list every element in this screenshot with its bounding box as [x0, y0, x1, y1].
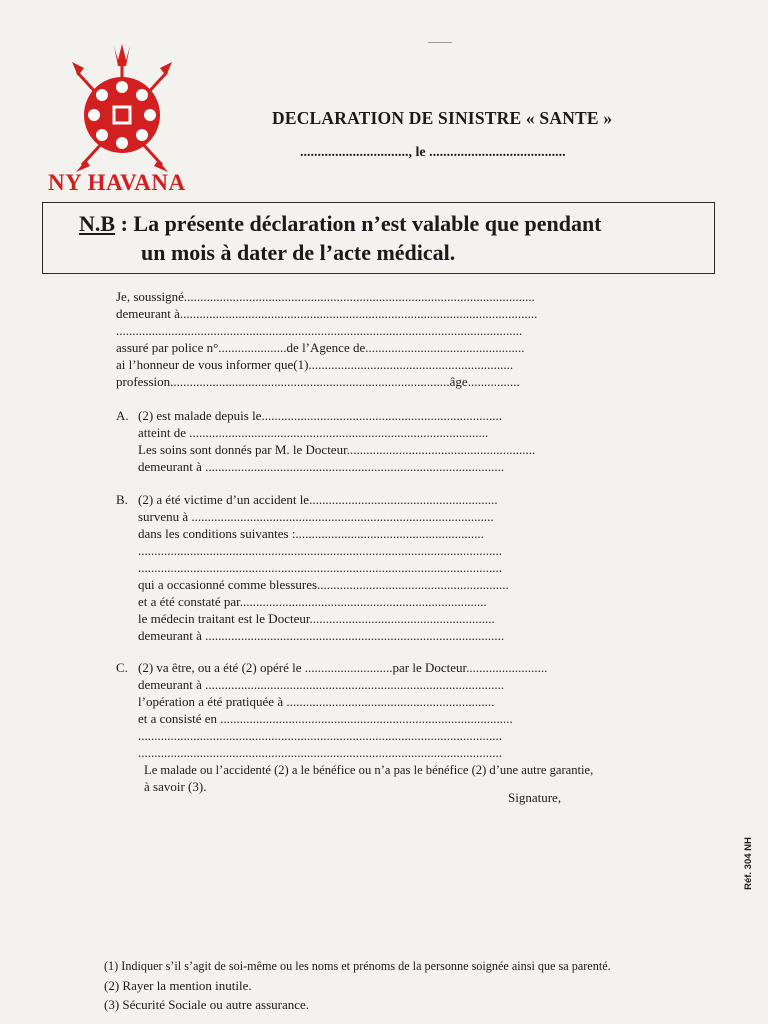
field-b-accident[interactable]: (2) a été victime d’un accident le.......................................................... — [138, 492, 498, 507]
field-profession-age[interactable]: profession......................................................................................âge................ — [116, 374, 520, 389]
field-address-continued[interactable]: ............................................................................................................................. — [116, 323, 523, 338]
field-c-consiste-2[interactable]: ................................................................................................................ — [138, 728, 502, 743]
footnote-1: (1) Indiquer s’il s’agit de soi-même ou les noms et prénoms de la personne soignée ainsi que sa parenté. — [104, 959, 611, 973]
field-b-medecin[interactable]: le médecin traitant est le Docteur......................................................... — [138, 611, 495, 626]
section-b-letter: B. — [116, 492, 128, 507]
place-date-line: ..............................., le ....................................... — [300, 145, 566, 160]
field-a-demeurant[interactable]: demeurant à ............................................................................................ — [138, 459, 505, 474]
field-soussigne[interactable]: Je, soussigné............................................................................................................ — [116, 289, 535, 304]
shield-spears-logo — [62, 40, 182, 180]
footnote-3: (3) Sécurité Sociale ou autre assurance. — [104, 997, 310, 1012]
signature-label: Signature, — [508, 790, 562, 805]
form-title: DECLARATION DE SINISTRE « SANTE » — [272, 108, 613, 128]
notice-box — [42, 202, 715, 274]
field-demeurant[interactable]: demeurant à.............................................................................................................. — [116, 306, 538, 321]
field-b-conditions[interactable]: dans les conditions suivantes :.......................................................... — [138, 526, 484, 541]
field-c-consiste[interactable]: et a consisté en .......................................................................................... — [138, 711, 513, 726]
field-b-blessures[interactable]: qui a occasionné comme blessures........................................................... — [138, 577, 509, 592]
field-b-constate[interactable]: et a été constaté par............................................................................ — [138, 594, 487, 609]
notice-text-1: : La présente déclaration n’est valable que pendant — [115, 211, 602, 236]
field-c-opere[interactable]: (2) va être, ou a été (2) opéré le ...........................par le Docteur......................... — [138, 660, 548, 675]
notice-line-2: un mois à dater de l’acte médical. — [141, 240, 456, 265]
field-b-conditions-3[interactable]: ................................................................................................................ — [138, 560, 502, 575]
reference-code: Réf. 304 NH — [742, 837, 754, 890]
scan-mark — [428, 42, 452, 43]
field-b-survenu[interactable]: survenu à ............................................................................................. — [138, 509, 494, 524]
field-a-atteint[interactable]: atteint de ............................................................................................ — [138, 425, 489, 440]
c-garantie-text: Le malade ou l’accidenté (2) a le bénéfice ou n’a pas le bénéfice (2) d’une autre garantie, — [144, 763, 594, 777]
field-c-pratiquee[interactable]: l’opération a été pratiquée à ................................................................ — [138, 694, 495, 709]
field-b-conditions-2[interactable]: ................................................................................................................ — [138, 543, 502, 558]
c-a-savoir[interactable]: à savoir (3). — [144, 779, 207, 794]
notice-line-1 — [79, 211, 602, 237]
notice-label: N.B — [79, 211, 116, 236]
field-a-malade-depuis[interactable]: (2) est malade depuis le.......................................................................... — [138, 408, 502, 423]
field-b-demeurant[interactable]: demeurant à ............................................................................................ — [138, 628, 505, 643]
field-informer[interactable]: ai l’honneur de vous informer que(1)............................................................... — [116, 357, 514, 372]
section-a-letter: A. — [116, 408, 129, 423]
field-c-demeurant[interactable]: demeurant à ............................................................................................ — [138, 677, 505, 692]
section-c-letter: C. — [116, 660, 128, 675]
brand-name: NY HAVANA — [48, 170, 186, 195]
footnote-2: (2) Rayer la mention inutile. — [104, 978, 252, 993]
field-a-docteur[interactable]: Les soins sont donnés par M. le Docteur.......................................................... — [138, 442, 536, 457]
field-police-agence[interactable]: assuré par police n°.....................de l’Agence de................................................. — [116, 340, 525, 355]
field-c-consiste-3[interactable]: ................................................................................................................ — [138, 745, 502, 760]
